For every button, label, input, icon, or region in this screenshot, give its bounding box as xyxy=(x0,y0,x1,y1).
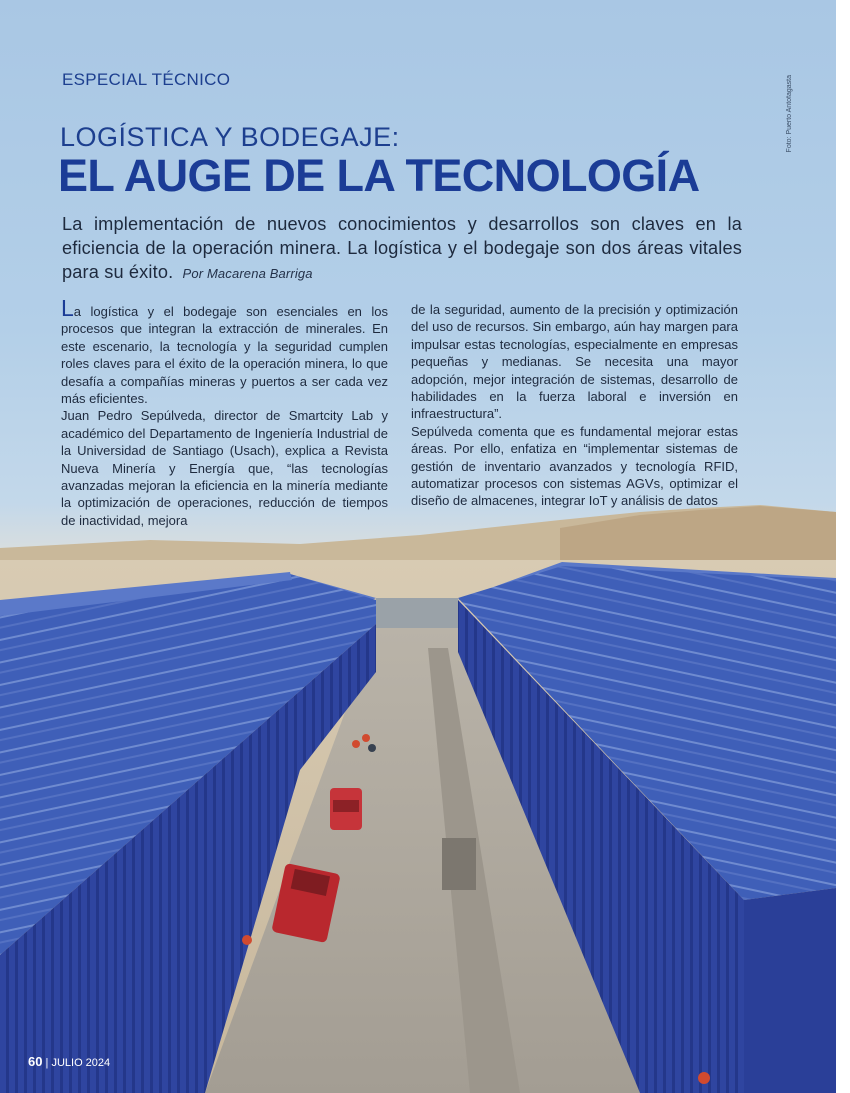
issue-date: JULIO 2024 xyxy=(51,1057,111,1069)
page-number: 60 xyxy=(28,1054,43,1069)
title-line-1: LOGÍSTICA Y BODEGAJE: xyxy=(60,122,400,152)
column-1-paragraph-2: Juan Pedro Sepúlveda, director de Smartcity Lab y académico del Departamento de Ingeniería Industrial de la Universidad de Santiago (Usach), explica a Revista Nueva Minería y Energía que, “las tecnologías avanzadas mejoran la eficiencia en la minería mediante la optimización de operaciones, reducción de tiempos de inactividad, mejora xyxy=(61,408,388,528)
photo-credit: Foto: Puerto Antofagasta xyxy=(786,75,793,153)
lead-text: La implementación de nuevos conocimientos y desarrollos son claves en la eficiencia de la operación minera. La logística y el bodegaje son dos áreas vitales para su éxito. xyxy=(62,214,742,282)
column-2-paragraph-2: Sepúlveda comenta que es fundamental mejorar estas áreas. Por ello, enfatiza en “implementar sistemas de gestión de inventario avanzados y tecnología RFID, automatizar procesos con sistemas AGVs, optimizar el diseño de almacenes, integrar IoT y análisis de datos xyxy=(411,423,738,509)
section-label: ESPECIAL TÉCNICO xyxy=(62,70,231,89)
column-1-paragraph-1 xyxy=(61,295,388,407)
page-footer xyxy=(28,1054,110,1069)
column-1-paragraph-1-text: a logística y el bodegaje son esenciales en los procesos que integran la extracción de minerales. En este escenario, la tecnología y la seguridad cumplen roles claves para el éxito de la operación minera, lo que desafía a compañías mineras y puertos a ser cada vez más eficientes. xyxy=(61,304,388,407)
title-line-2: EL AUGE DE LA TECNOLOGÍA xyxy=(58,150,700,201)
body-column-2 xyxy=(411,301,738,509)
column-2-paragraph-1: de la seguridad, aumento de la precisión y optimización del uso de recursos. Sin embargo, aún hay margen para impulsar estas tecnologías, especialmente en empresas pequeñas y medianas. Se necesita una mayor adopción, mejor integración de sistemas, desarrollo de habilidades en la fuerza laboral e inversión en infraestructura”. xyxy=(411,302,738,422)
lead-paragraph xyxy=(62,212,742,286)
footer-separator: | xyxy=(45,1057,49,1069)
drop-cap: L xyxy=(61,295,74,321)
body-column-1 xyxy=(61,295,388,528)
byline: Por Macarena Barriga xyxy=(182,266,313,281)
